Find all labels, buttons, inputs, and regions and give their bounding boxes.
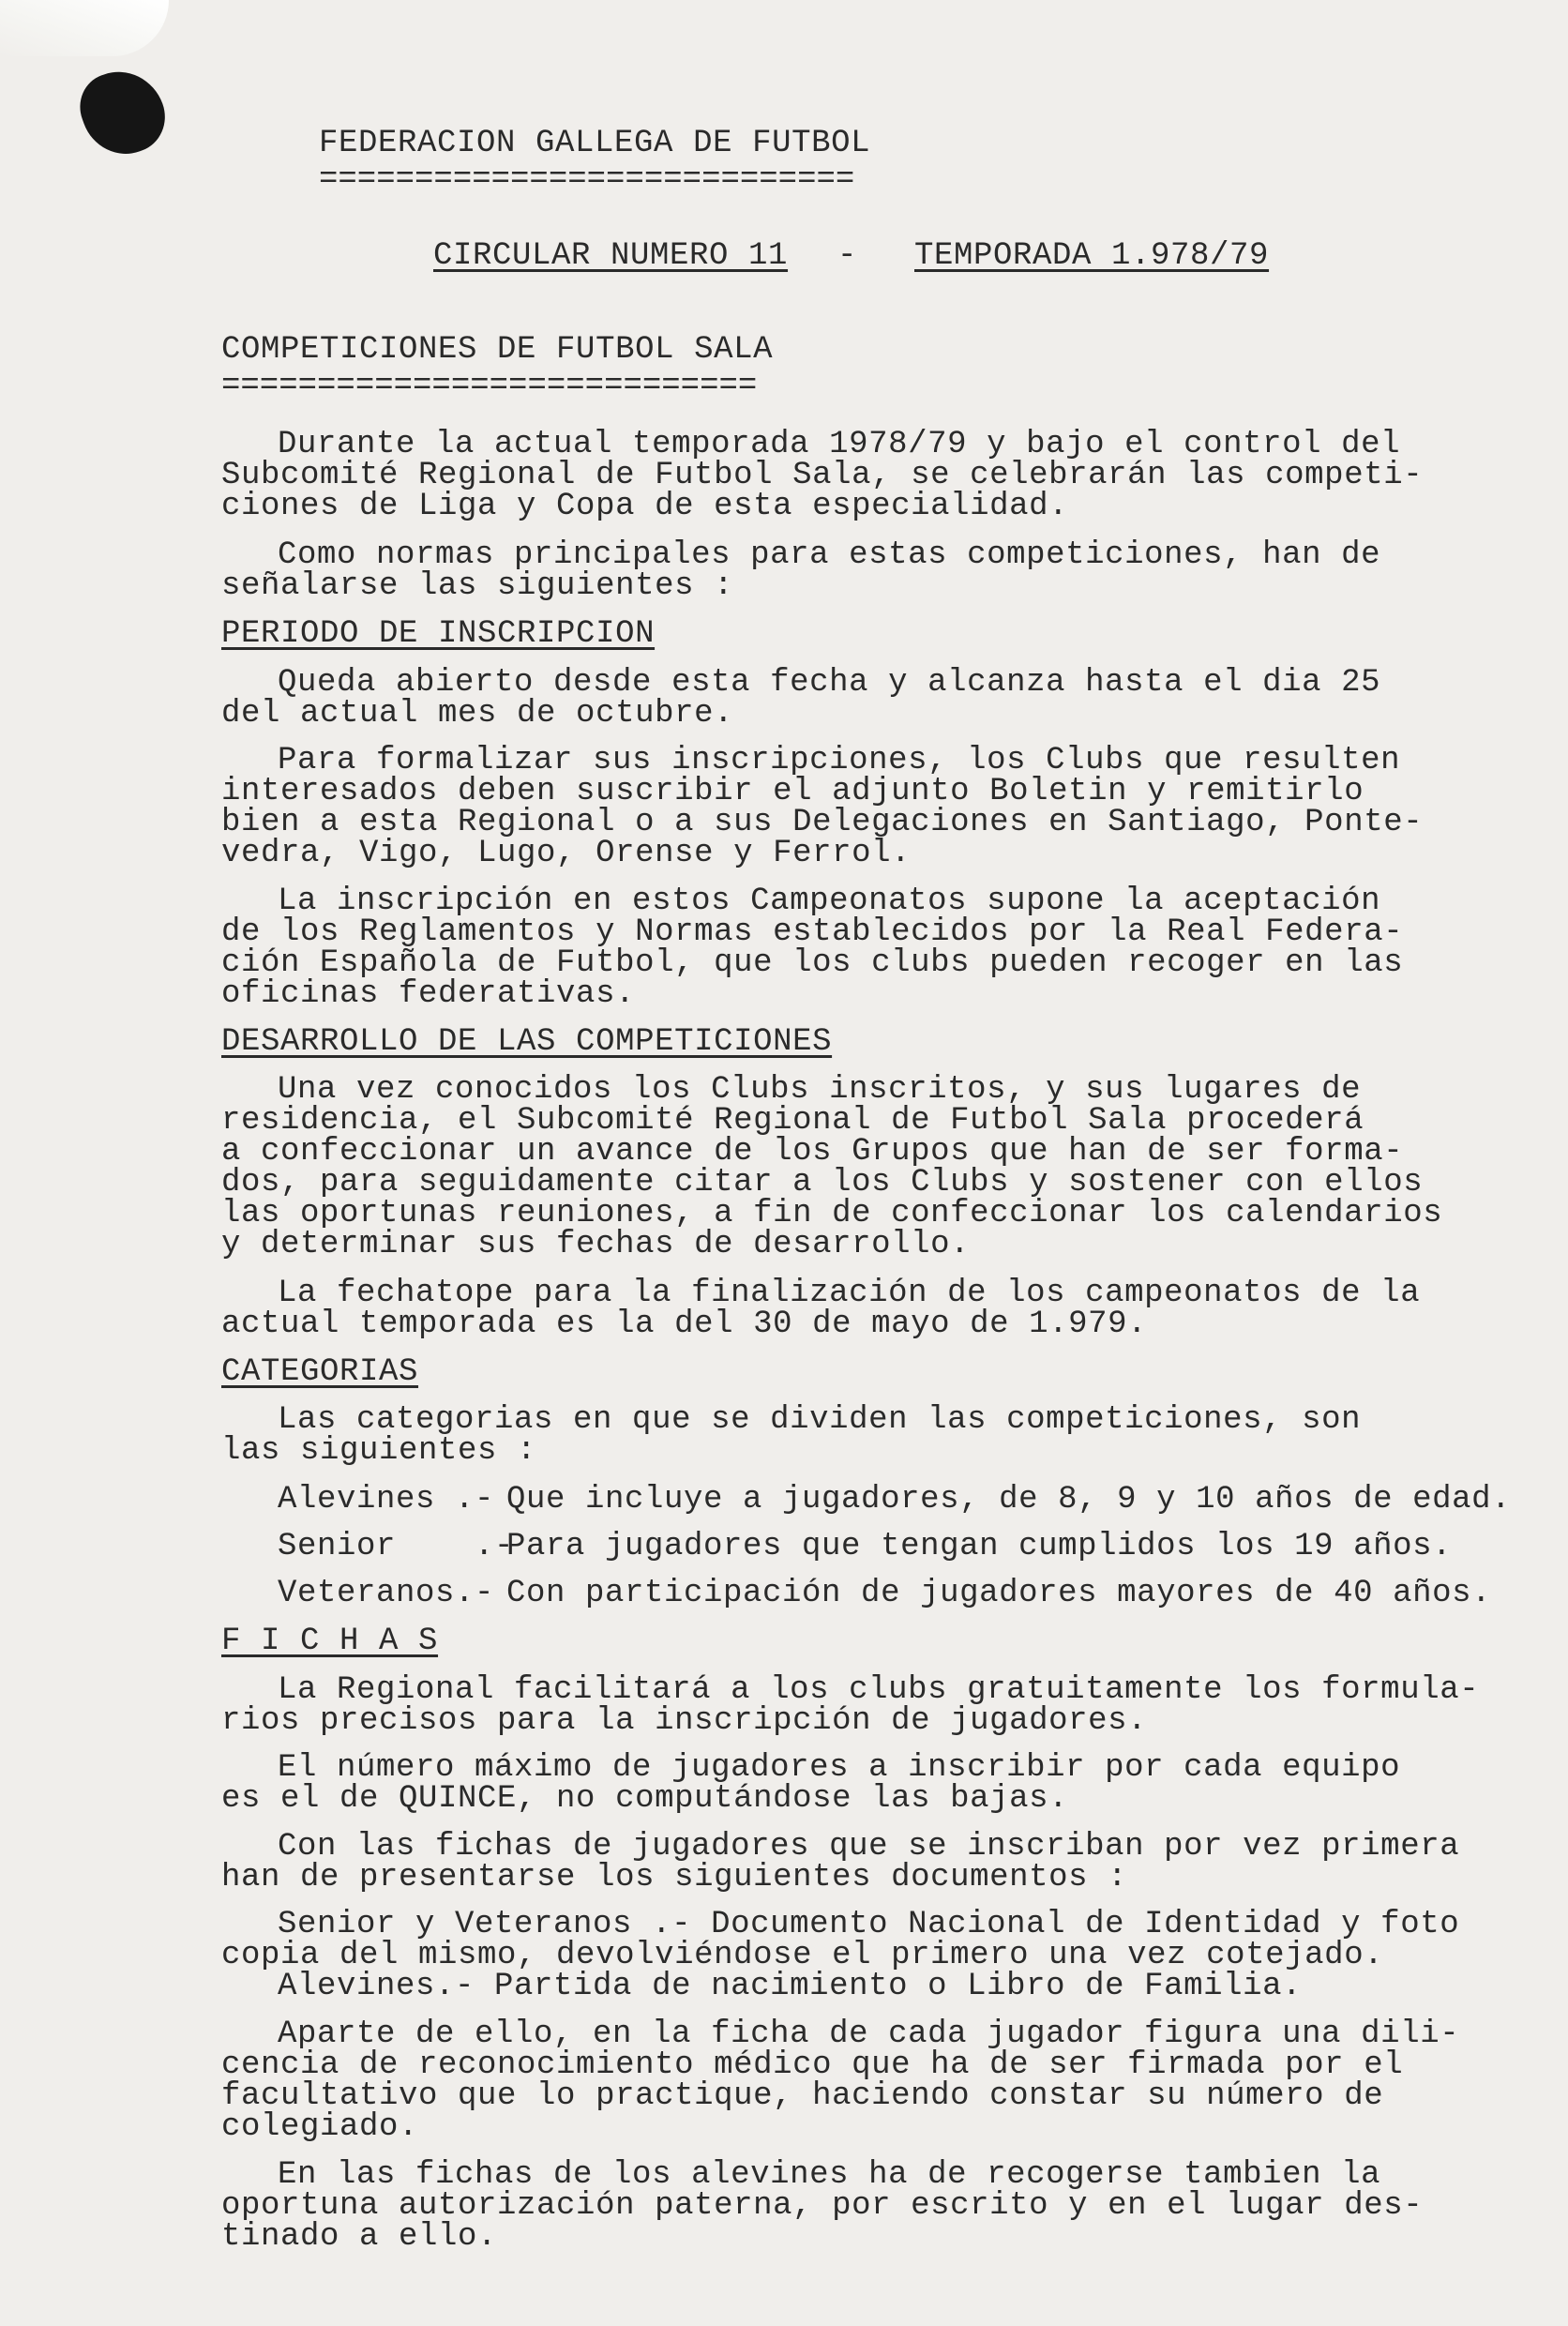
desarrollo-line: a confeccionar un avance de los Grupos que han de ser forma- (221, 1134, 1404, 1170)
intro-line: Durante la actual temporada 1978/79 y bajo el control del (278, 427, 1401, 462)
inscripcion-line: bien a esta Regional o a sus Delegaciones en Santiago, Ponte- (221, 805, 1424, 840)
category-desc-alevines: Que incluye a jugadores, de 8, 9 y 10 años de edad. (506, 1482, 1512, 1518)
fichas-line: tinado a ello. (221, 2219, 498, 2255)
torn-corner (0, 0, 169, 56)
intro-line: Como normas principales para estas competiciones, han de (278, 537, 1381, 573)
category-name-veteranos: Veteranos.- (278, 1576, 495, 1611)
federation-title: FEDERACION GALLEGA DE FUTBOL (319, 126, 871, 161)
inscripcion-line: Queda abierto desde esta fecha y alcanza hasta el dia 25 (278, 665, 1381, 701)
fichas-line: facultativo que lo practique, haciendo constar su número de (221, 2078, 1384, 2114)
inscripcion-line: Para formalizar sus inscripciones, los Clubs que resulten (278, 743, 1401, 778)
heading-fichas: F I C H A S (221, 1624, 439, 1659)
fichas-line: Aparte de ello, en la ficha de cada jugador figura una dili- (278, 2016, 1460, 2052)
inscripcion-line: del actual mes de octubre. (221, 696, 734, 732)
fichas-line: rios precisos para la inscripción de jugadores. (221, 1703, 1148, 1739)
punched-hole (70, 59, 175, 166)
heading-categorias: CATEGORIAS (221, 1354, 419, 1390)
fichas-line: cencia de reconocimiento médico que ha de ser firmada por el (221, 2047, 1404, 2083)
intro-line: ciones de Liga y Copa de esta especialidad. (221, 489, 1069, 524)
fichas-line: copia del mismo, devolviéndose el primero una vez cotejado. (221, 1938, 1384, 1973)
desarrollo-line: Una vez conocidos los Clubs inscritos, y sus lugares de (278, 1072, 1362, 1108)
header-separator: - (837, 238, 858, 274)
season-label: TEMPORADA 1.978/79 (914, 238, 1270, 274)
desarrollo-line: La fechatope para la finalización de los campeonatos de la (278, 1276, 1421, 1311)
fichas-line: Alevines.- Partida de nacimiento o Libro de Familia. (278, 1969, 1303, 2004)
fichas-line: La Regional facilitará a los clubs gratuitamente los formula- (278, 1672, 1480, 1708)
section-title-rule: ============================ (221, 369, 758, 404)
fichas-line: es el de QUINCE, no computándose las bajas. (221, 1781, 1069, 1817)
inscripcion-line: de los Reglamentos y Normas establecidos por la Real Federa- (221, 914, 1404, 950)
category-name-alevines: Alevines .- (278, 1482, 495, 1518)
fichas-line: El número máximo de jugadores a inscribir por cada equipo (278, 1750, 1401, 1786)
category-desc-senior: Para jugadores que tengan cumplidos los 19 años. (506, 1529, 1453, 1564)
intro-line: señalarse las siguientes : (221, 568, 734, 604)
intro-line: Subcomité Regional de Futbol Sala, se celebrarán las competi- (221, 458, 1424, 493)
desarrollo-line: las oportunas reuniones, a fin de confeccionar los calendarios (221, 1196, 1443, 1231)
inscripcion-line: vedra, Vigo, Lugo, Orense y Ferrol. (221, 836, 912, 871)
desarrollo-line: actual temporada es la del 30 de mayo de 1.979. (221, 1306, 1148, 1342)
categorias-line: Las categorias en que se dividen las competiciones, son (278, 1402, 1362, 1438)
inscripcion-line: interesados deben suscribir el adjunto Boletin y remitirlo (221, 774, 1364, 809)
circular-number: CIRCULAR NUMERO 11 (433, 238, 789, 274)
fichas-line: han de presentarse los siguientes documentos : (221, 1860, 1128, 1896)
categorias-line: las siguientes : (221, 1433, 537, 1469)
desarrollo-line: residencia, el Subcomité Regional de Futbol Sala procederá (221, 1103, 1364, 1139)
fichas-line: colegiado. (221, 2109, 419, 2145)
fichas-line: oportuna autorización paterna, por escrito y en el lugar des- (221, 2188, 1424, 2224)
fichas-line: En las fichas de los alevines ha de recogerse tambien la (278, 2157, 1381, 2193)
heading-desarrollo: DESARROLLO DE LAS COMPETICIONES (221, 1024, 833, 1060)
inscripcion-line: ción Española de Futbol, que los clubs pueden recoger en las (221, 945, 1404, 981)
desarrollo-line: dos, para seguidamente citar a los Clubs y sostener con ellos (221, 1165, 1424, 1201)
category-name-senior: Senior .- (278, 1529, 515, 1564)
section-title: COMPETICIONES DE FUTBOL SALA (221, 332, 774, 368)
federation-title-rule: ============================ (319, 162, 855, 198)
heading-inscripcion: PERIODO DE INSCRIPCION (221, 616, 656, 652)
inscripcion-line: La inscripción en estos Campeonatos supone la aceptación (278, 884, 1381, 919)
fichas-line: Con las fichas de jugadores que se inscriban por vez primera (278, 1829, 1460, 1865)
inscripcion-line: oficinas federativas. (221, 976, 636, 1012)
desarrollo-line: y determinar sus fechas de desarrollo. (221, 1227, 971, 1262)
category-desc-veteranos: Con participación de jugadores mayores de 40 años. (506, 1576, 1492, 1611)
fichas-line: Senior y Veteranos .- Documento Nacional de Identidad y foto (278, 1907, 1460, 1942)
